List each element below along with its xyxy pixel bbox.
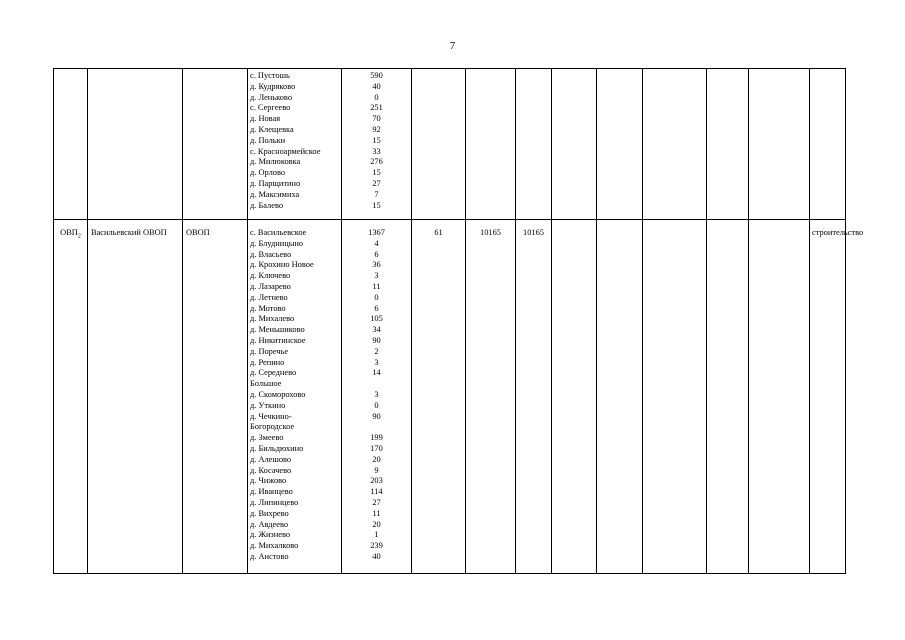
empty-cell [643, 220, 707, 574]
settlement-name: д. Максимиха [250, 189, 300, 199]
settlement-population: 15 [372, 200, 381, 210]
note-cell [810, 69, 846, 220]
settlement-name: Богородское [250, 422, 295, 432]
settlement-population: 7 [374, 189, 379, 199]
settlement-name: д. Липинцево [250, 497, 299, 507]
settlement-name: д. Летнево [250, 292, 288, 302]
settlement-population: 20 [372, 519, 381, 529]
settlement-name: Большое [250, 379, 282, 389]
settlement-population: 239 [370, 541, 383, 551]
empty-cell [552, 69, 597, 220]
settlement-population: 92 [372, 124, 381, 134]
settlement-name: д. Польки [250, 135, 286, 145]
settlement-name: с. Васильевское [250, 228, 307, 237]
code-cell [54, 220, 88, 574]
settlement-name: д. Жизнево [250, 530, 291, 540]
settlement-population: 0 [374, 92, 379, 102]
settlement-population [344, 379, 409, 390]
settlement-population: 6 [374, 249, 379, 259]
settlement-name: д. Мотово [250, 303, 286, 313]
table-row [54, 220, 846, 574]
settlement-name: д. Леньково [250, 92, 293, 102]
settlement-population: 0 [374, 292, 379, 302]
settlement-name: д. Михалково [250, 541, 299, 551]
settlement-population: 170 [370, 443, 383, 453]
settlement-population: 105 [370, 314, 383, 324]
note-cell: строительство [810, 220, 846, 574]
settlement-population: 40 [372, 551, 381, 561]
settlement-name: д. Уткино [250, 400, 286, 410]
settlement-name: д. Репино [250, 357, 285, 367]
settlement-population: 0 [374, 400, 379, 410]
population-cell [342, 69, 412, 220]
settlement-name: д. Клещевка [250, 124, 294, 134]
settlement-population: 114 [370, 487, 383, 497]
code-cell [54, 69, 88, 220]
settlement-population: 33 [372, 146, 381, 156]
institution-cell [88, 69, 183, 220]
settlement-population: 20 [372, 454, 381, 464]
code-main: ОВП [60, 228, 78, 237]
settlement-population: 27 [372, 497, 381, 507]
settlement-population: 1367 [368, 228, 385, 237]
settlements-cell [248, 69, 342, 220]
settlement-name: с. Красноармейское [250, 146, 321, 156]
settlement-population: 3 [374, 357, 379, 367]
page-number: 7 [449, 40, 456, 52]
settlement-name: д. Никитинское [250, 335, 306, 345]
settlement-name: д. Косачево [250, 465, 292, 475]
settlement-population: 90 [372, 335, 381, 345]
type-cell [183, 69, 248, 220]
population-cell [342, 220, 412, 574]
empty-cell [597, 220, 643, 574]
empty-cell [643, 69, 707, 220]
settlement-name: д. Алешово [250, 454, 292, 464]
settlement-name: д. Лазарево [250, 281, 291, 291]
settlement-name: д. Крохино Новое [250, 260, 314, 270]
settlement-population: 590 [370, 71, 383, 80]
settlement-name: д. Поречье [250, 346, 289, 356]
type-cell: ОВОП [183, 220, 248, 574]
settlement-name: д. Бильдюхино [250, 443, 304, 453]
settlement-population: 27 [372, 178, 381, 188]
empty-cell [597, 69, 643, 220]
facilities-table [53, 68, 864, 574]
settlement-population: 40 [372, 81, 381, 91]
settlement-name: д. Балево [250, 200, 284, 210]
settlement-population: 90 [372, 411, 381, 421]
settlement-population: 251 [370, 103, 383, 113]
value-c-cell: 10165 [516, 220, 552, 574]
settlement-name: д. Иванцево [250, 487, 293, 497]
settlement-name: д. Аистово [250, 551, 289, 561]
settlement-name: д. Кудряково [250, 81, 296, 91]
settlement-population: 4 [374, 238, 379, 248]
empty-cell [707, 220, 749, 574]
value-b-cell [466, 69, 516, 220]
code-sub: 2 [77, 233, 81, 240]
settlement-name: д. Новая [250, 114, 281, 124]
settlement-name: д. Милюковка [250, 157, 301, 167]
value-c-cell [516, 69, 552, 220]
settlement-name: д. Чечкино- [250, 411, 292, 421]
settlement-population: 203 [370, 476, 383, 486]
value-a-cell [412, 69, 466, 220]
settlement-name: д. Ключево [250, 271, 291, 281]
settlement-name: д. Парщитино [250, 178, 301, 188]
settlement-name: д. Меньшиково [250, 325, 305, 335]
settlements-cell [248, 220, 342, 574]
settlement-name: д. Орлово [250, 168, 286, 178]
settlement-population: 3 [374, 389, 379, 399]
empty-cell [707, 69, 749, 220]
settlement-population: 36 [372, 260, 381, 270]
settlement-population: 70 [372, 114, 381, 124]
settlement-population: 15 [372, 168, 381, 178]
settlement-population: 3 [374, 271, 379, 281]
settlement-name: д. Чижово [250, 476, 287, 486]
settlement-population: 11 [372, 508, 381, 518]
settlement-population: 34 [372, 325, 381, 335]
settlement-name: д. Авдеево [250, 519, 289, 529]
settlement-population: 9 [374, 465, 379, 475]
settlement-name: с. Сергеево [250, 103, 291, 113]
empty-cell [749, 69, 810, 220]
settlement-name: д. Вихрево [250, 508, 289, 518]
settlement-name: д. Змеево [250, 433, 284, 443]
settlement-name: д. Середнево [250, 368, 297, 378]
settlement-population [344, 422, 409, 433]
settlement-population: 6 [374, 303, 379, 313]
settlement-population: 15 [372, 135, 381, 145]
institution-cell: Васильевский ОВОП [88, 220, 183, 574]
settlement-name: с. Пустошь [250, 71, 290, 80]
table-row [54, 69, 846, 220]
settlement-population: 276 [370, 157, 383, 167]
empty-cell [749, 220, 810, 574]
settlement-name: д. Михалево [250, 314, 295, 324]
settlement-name: д. Блудницыно [250, 238, 303, 248]
value-a-cell: 61 [412, 220, 466, 574]
settlement-population: 11 [372, 281, 381, 291]
settlement-population: 1 [374, 530, 379, 540]
settlement-population: 2 [374, 346, 379, 356]
empty-cell [552, 220, 597, 574]
settlement-population: 199 [370, 433, 383, 443]
settlement-name: д. Скоморохово [250, 389, 306, 399]
settlement-population: 14 [372, 368, 381, 378]
value-b-cell: 10165 [466, 220, 516, 574]
settlement-name: д. Власьево [250, 249, 292, 259]
